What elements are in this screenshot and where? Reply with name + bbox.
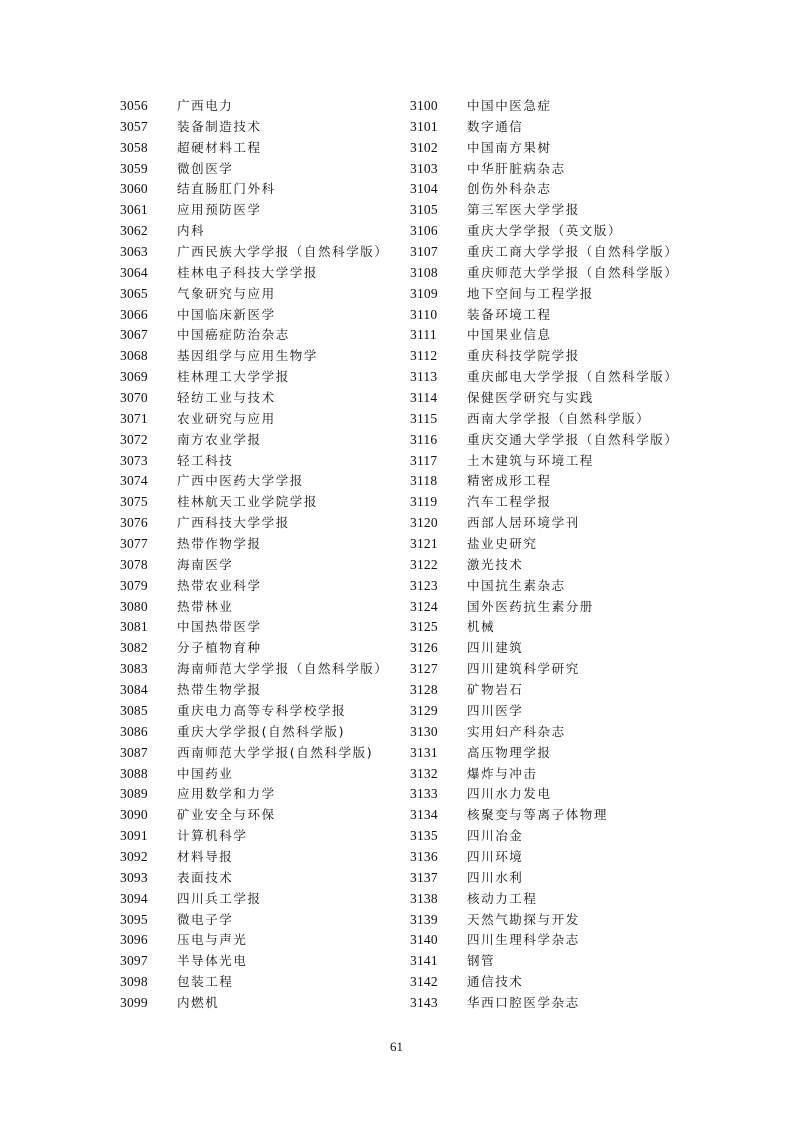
journal-title: 机械 [467, 619, 496, 635]
journal-title: 应用预防医学 [177, 202, 262, 218]
journal-entry [410, 221, 700, 242]
journal-title: 四川水力发电 [467, 786, 552, 802]
journal-title: 核聚变与等离子体物理 [467, 807, 609, 823]
journal-number: 3080 [120, 598, 148, 614]
journal-entry [120, 534, 410, 555]
journal-entry [120, 263, 410, 284]
journal-title: 汽车工程学报 [467, 494, 552, 510]
journal-title: 包装工程 [177, 974, 234, 990]
journal-title: 中华肝脏病杂志 [467, 160, 566, 176]
journal-number: 3073 [120, 452, 148, 468]
journal-title: 中国临床新医学 [177, 306, 276, 322]
journal-number: 3137 [410, 869, 438, 885]
journal-title: 轻工科技 [177, 452, 234, 468]
journal-title: 土木建筑与环境工程 [467, 452, 594, 468]
journal-entry [410, 555, 700, 576]
journal-entry [410, 96, 700, 117]
journal-entry [120, 784, 410, 805]
journal-title: 保健医学研究与实践 [467, 390, 594, 406]
journal-number: 3082 [120, 640, 148, 656]
journal-entry [410, 764, 700, 785]
journal-number: 3108 [410, 264, 438, 280]
journal-title: 天然气勘探与开发 [467, 911, 580, 927]
journal-number: 3085 [120, 702, 148, 718]
journal-number: 3095 [120, 911, 148, 927]
journal-entry [410, 597, 700, 618]
journal-title: 微创医学 [177, 160, 234, 176]
journal-number: 3090 [120, 807, 148, 823]
journal-number: 3075 [120, 494, 148, 510]
journal-number: 3106 [410, 223, 438, 239]
journal-number: 3058 [120, 139, 148, 155]
journal-number: 3143 [410, 994, 438, 1010]
journal-entry [120, 513, 410, 534]
journal-number: 3068 [120, 348, 148, 364]
journal-entry [120, 993, 410, 1014]
journal-title: 中国热带医学 [177, 619, 262, 635]
journal-title: 国外医药抗生素分册 [467, 598, 594, 614]
journal-title: 重庆师范大学学报（自然科学版） [467, 264, 679, 280]
journal-number: 3123 [410, 577, 438, 593]
journal-title: 装备制造技术 [177, 118, 262, 134]
journal-title: 四川建筑 [467, 640, 524, 656]
journal-title: 中国抗生素杂志 [467, 577, 566, 593]
journal-number: 3124 [410, 598, 438, 614]
journal-entry [120, 325, 410, 346]
journal-number: 3109 [410, 285, 438, 301]
journal-title: 微电子学 [177, 911, 234, 927]
journal-title: 矿业安全与环保 [177, 807, 276, 823]
journal-entry [120, 179, 410, 200]
journal-entry [120, 764, 410, 785]
journal-entry [410, 680, 700, 701]
journal-number: 3101 [410, 118, 438, 134]
journal-title: 热带作物学报 [177, 536, 262, 552]
journal-title: 四川生理科学杂志 [467, 932, 580, 948]
journal-title: 重庆工商大学学报（自然科学版） [467, 244, 679, 260]
journal-number: 3139 [410, 911, 438, 927]
journal-entry [410, 471, 700, 492]
journal-number: 3081 [120, 619, 148, 635]
journal-entry [120, 221, 410, 242]
journal-title: 广西科技大学学报 [177, 515, 290, 531]
journal-title: 热带生物学报 [177, 682, 262, 698]
journal-number: 3141 [410, 953, 438, 969]
journal-number: 3126 [410, 640, 438, 656]
journal-entry [120, 617, 410, 638]
journal-title: 桂林理工大学学报 [177, 369, 290, 385]
journal-number: 3079 [120, 577, 148, 593]
journal-number: 3122 [410, 556, 438, 572]
journal-number: 3062 [120, 223, 148, 239]
journal-entry [120, 743, 410, 764]
journal-title: 气象研究与应用 [177, 285, 276, 301]
journal-entry [410, 117, 700, 138]
journal-number: 3083 [120, 661, 148, 677]
journal-entry [120, 680, 410, 701]
journal-entry [120, 805, 410, 826]
journal-entry [120, 96, 410, 117]
journal-number: 3119 [410, 494, 438, 510]
journal-entry [120, 492, 410, 513]
journal-number: 3066 [120, 306, 148, 322]
journal-entry [410, 492, 700, 513]
journal-entry [120, 951, 410, 972]
journal-title: 精密成形工程 [467, 473, 552, 489]
journal-number: 3092 [120, 848, 148, 864]
journal-title: 广西中医药大学学报 [177, 473, 304, 489]
journal-number: 3056 [120, 98, 148, 113]
journal-number: 3057 [120, 118, 148, 134]
journal-entry [120, 451, 410, 472]
journal-entry [120, 889, 410, 910]
journal-entry [120, 722, 410, 743]
journal-number: 3116 [410, 431, 438, 447]
journal-number: 3125 [410, 619, 438, 635]
journal-title: 重庆交通大学学报（自然科学版） [467, 431, 679, 447]
journal-title: 第三军医大学学报 [467, 202, 580, 218]
journal-title: 装备环境工程 [467, 306, 552, 322]
journal-number: 3110 [410, 306, 438, 322]
journal-entry [410, 409, 700, 430]
journal-number: 3127 [410, 661, 438, 677]
journal-number: 3093 [120, 869, 148, 885]
journal-entry [410, 847, 700, 868]
journal-title: 分子植物育种 [177, 640, 262, 656]
journal-number: 3097 [120, 953, 148, 969]
journal-title: 应用数学和力学 [177, 786, 276, 802]
journal-number: 3074 [120, 473, 148, 489]
journal-number: 3063 [120, 244, 148, 260]
journal-number: 3098 [120, 974, 148, 990]
journal-number: 3087 [120, 744, 148, 760]
journal-title: 四川冶金 [467, 828, 524, 844]
journal-title: 压电与声光 [177, 932, 248, 948]
journal-title: 四川兵工学报 [177, 890, 262, 906]
journal-title: 广西电力 [177, 98, 234, 113]
journal-entry [120, 638, 410, 659]
journal-number: 3070 [120, 390, 148, 406]
journal-number: 3104 [410, 181, 438, 197]
journal-entry [120, 930, 410, 951]
journal-title: 热带农业科学 [177, 577, 262, 593]
journal-entry [410, 868, 700, 889]
journal-entry [410, 284, 700, 305]
journal-title: 四川医学 [467, 702, 524, 718]
journal-number: 3133 [410, 786, 438, 802]
journal-number: 3096 [120, 932, 148, 948]
journal-entry [120, 701, 410, 722]
journal-entry [410, 346, 700, 367]
journal-entry [120, 555, 410, 576]
journal-number: 3071 [120, 410, 148, 426]
journal-number: 3105 [410, 202, 438, 218]
journal-entry [120, 305, 410, 326]
journal-number: 3064 [120, 264, 148, 280]
journal-title: 广西民族大学学报（自然科学版） [177, 244, 389, 260]
journal-number: 3131 [410, 744, 438, 760]
journal-title: 通信技术 [467, 974, 524, 990]
journal-title: 重庆电力高等专科学校学报 [177, 702, 347, 718]
journal-list-left-column [120, 96, 410, 1014]
journal-number: 3121 [410, 536, 438, 552]
journal-entry [410, 889, 700, 910]
journal-number: 3088 [120, 765, 148, 781]
journal-number: 3132 [410, 765, 438, 781]
journal-title: 海南医学 [177, 556, 234, 572]
journal-title: 内燃机 [177, 994, 220, 1010]
journal-number: 3065 [120, 285, 148, 301]
journal-entry [410, 951, 700, 972]
journal-title: 桂林电子科技大学学报 [177, 264, 319, 280]
journal-entry [120, 597, 410, 618]
journal-title: 重庆邮电大学学报（自然科学版） [467, 369, 679, 385]
journal-number: 3138 [410, 890, 438, 906]
journal-title: 华西口腔医学杂志 [467, 994, 580, 1010]
journal-number: 3086 [120, 723, 148, 739]
journal-number: 3117 [410, 452, 438, 468]
journal-number: 3072 [120, 431, 148, 447]
journal-title: 轻纺工业与技术 [177, 390, 276, 406]
journal-entry [410, 200, 700, 221]
journal-number: 3059 [120, 160, 148, 176]
journal-title: 四川环境 [467, 848, 524, 864]
journal-number: 3112 [410, 348, 438, 364]
journal-number: 3067 [120, 327, 148, 343]
journal-entry [410, 576, 700, 597]
journal-entry [410, 513, 700, 534]
journal-entry [410, 784, 700, 805]
journal-entry [410, 826, 700, 847]
journal-title: 盐业史研究 [467, 536, 538, 552]
journal-number: 3128 [410, 682, 438, 698]
journal-title: 数字通信 [467, 118, 524, 134]
journal-number: 3060 [120, 181, 148, 197]
journal-title: 创伤外科杂志 [467, 181, 552, 197]
journal-title: 高压物理学报 [467, 744, 552, 760]
journal-number: 3069 [120, 369, 148, 385]
journal-entry [120, 284, 410, 305]
journal-entry [410, 701, 700, 722]
journal-entry [410, 367, 700, 388]
journal-entry [120, 659, 410, 680]
journal-number: 3129 [410, 702, 438, 718]
journal-title: 实用妇产科杂志 [467, 723, 566, 739]
journal-title: 四川水利 [467, 869, 524, 885]
journal-entry [120, 847, 410, 868]
journal-title: 中国癌症防治杂志 [177, 327, 290, 343]
journal-number: 3103 [410, 160, 438, 176]
journal-title: 爆炸与冲击 [467, 765, 538, 781]
journal-title: 超硬材料工程 [177, 139, 262, 155]
journal-entry [410, 617, 700, 638]
journal-number: 3077 [120, 536, 148, 552]
journal-title: 西南师范大学学报(自然科学版) [177, 744, 374, 760]
journal-number: 3140 [410, 932, 438, 948]
journal-entry [120, 388, 410, 409]
journal-title: 西南大学学报（自然科学版） [467, 410, 651, 426]
journal-title: 中国南方果树 [467, 139, 552, 155]
journal-title: 热带林业 [177, 598, 234, 614]
journal-entry [410, 743, 700, 764]
journal-entry [120, 159, 410, 180]
journal-entry [120, 242, 410, 263]
journal-list-right-column [410, 96, 700, 1014]
journal-entry [120, 200, 410, 221]
journal-entry [120, 430, 410, 451]
journal-entry [410, 325, 700, 346]
journal-title: 中国药业 [177, 765, 234, 781]
journal-entry [410, 638, 700, 659]
journal-title: 基因组学与应用生物学 [177, 348, 319, 364]
journal-entry [120, 576, 410, 597]
journal-entry [410, 805, 700, 826]
journal-number: 3135 [410, 828, 438, 844]
page-number: 61 [390, 1039, 403, 1054]
journal-entry [120, 367, 410, 388]
journal-title: 内科 [177, 223, 206, 239]
journal-title: 半导体光电 [177, 953, 248, 969]
journal-number: 3107 [410, 244, 438, 260]
journal-entry [410, 138, 700, 159]
journal-entry [120, 117, 410, 138]
journal-entry [410, 659, 700, 680]
journal-entry [410, 722, 700, 743]
journal-title: 西部人居环境学刊 [467, 515, 580, 531]
journal-entry [410, 930, 700, 951]
journal-title: 地下空间与工程学报 [467, 285, 594, 301]
journal-title: 核动力工程 [467, 890, 538, 906]
journal-entry [120, 471, 410, 492]
journal-number: 3134 [410, 807, 438, 823]
journal-number: 3113 [410, 369, 438, 385]
journal-entry [410, 534, 700, 555]
journal-title: 结直肠肛门外科 [177, 181, 276, 197]
journal-number: 3114 [410, 390, 438, 406]
journal-entry [410, 242, 700, 263]
journal-number: 3130 [410, 723, 438, 739]
journal-number: 3094 [120, 890, 148, 906]
journal-number: 3084 [120, 682, 148, 698]
journal-number: 3115 [410, 410, 438, 426]
journal-title: 矿物岩石 [467, 682, 524, 698]
journal-number: 3091 [120, 828, 148, 844]
journal-title: 材料导报 [177, 848, 234, 864]
journal-title: 中国中医急症 [467, 98, 552, 113]
journal-number: 3100 [410, 98, 438, 113]
journal-entry [410, 159, 700, 180]
journal-entry [120, 972, 410, 993]
journal-title: 农业研究与应用 [177, 410, 276, 426]
journal-entry [410, 972, 700, 993]
journal-number: 3078 [120, 556, 148, 572]
journal-entry [410, 430, 700, 451]
journal-entry [410, 179, 700, 200]
journal-number: 3089 [120, 786, 148, 802]
journal-number: 3111 [410, 327, 437, 343]
journal-title: 钢管 [467, 953, 496, 969]
journal-entry [410, 305, 700, 326]
journal-entry [120, 868, 410, 889]
journal-entry [410, 263, 700, 284]
journal-title: 桂林航天工业学院学报 [177, 494, 319, 510]
journal-entry [410, 451, 700, 472]
journal-title: 表面技术 [177, 869, 234, 885]
journal-entry [410, 388, 700, 409]
journal-title: 海南师范大学学报（自然科学版） [177, 661, 389, 677]
journal-title: 重庆科技学院学报 [467, 348, 580, 364]
journal-title: 计算机科学 [177, 828, 248, 844]
journal-number: 3120 [410, 515, 438, 531]
journal-entry [410, 993, 700, 1014]
journal-entry [120, 826, 410, 847]
journal-number: 3061 [120, 202, 148, 218]
journal-entry [410, 910, 700, 931]
journal-entry [120, 138, 410, 159]
journal-entry [120, 346, 410, 367]
journal-title: 激光技术 [467, 556, 524, 572]
journal-number: 3099 [120, 994, 148, 1010]
journal-title: 南方农业学报 [177, 431, 262, 447]
journal-number: 3142 [410, 974, 438, 990]
journal-number: 3118 [410, 473, 438, 489]
journal-title: 重庆大学学报（英文版） [467, 223, 623, 239]
journal-title: 中国果业信息 [467, 327, 552, 343]
journal-entry [120, 910, 410, 931]
journal-title: 四川建筑科学研究 [467, 661, 580, 677]
journal-number: 3102 [410, 139, 438, 155]
journal-title: 重庆大学学报(自然科学版) [177, 723, 346, 739]
journal-number: 3076 [120, 515, 148, 531]
journal-number: 3136 [410, 848, 438, 864]
journal-entry [120, 409, 410, 430]
